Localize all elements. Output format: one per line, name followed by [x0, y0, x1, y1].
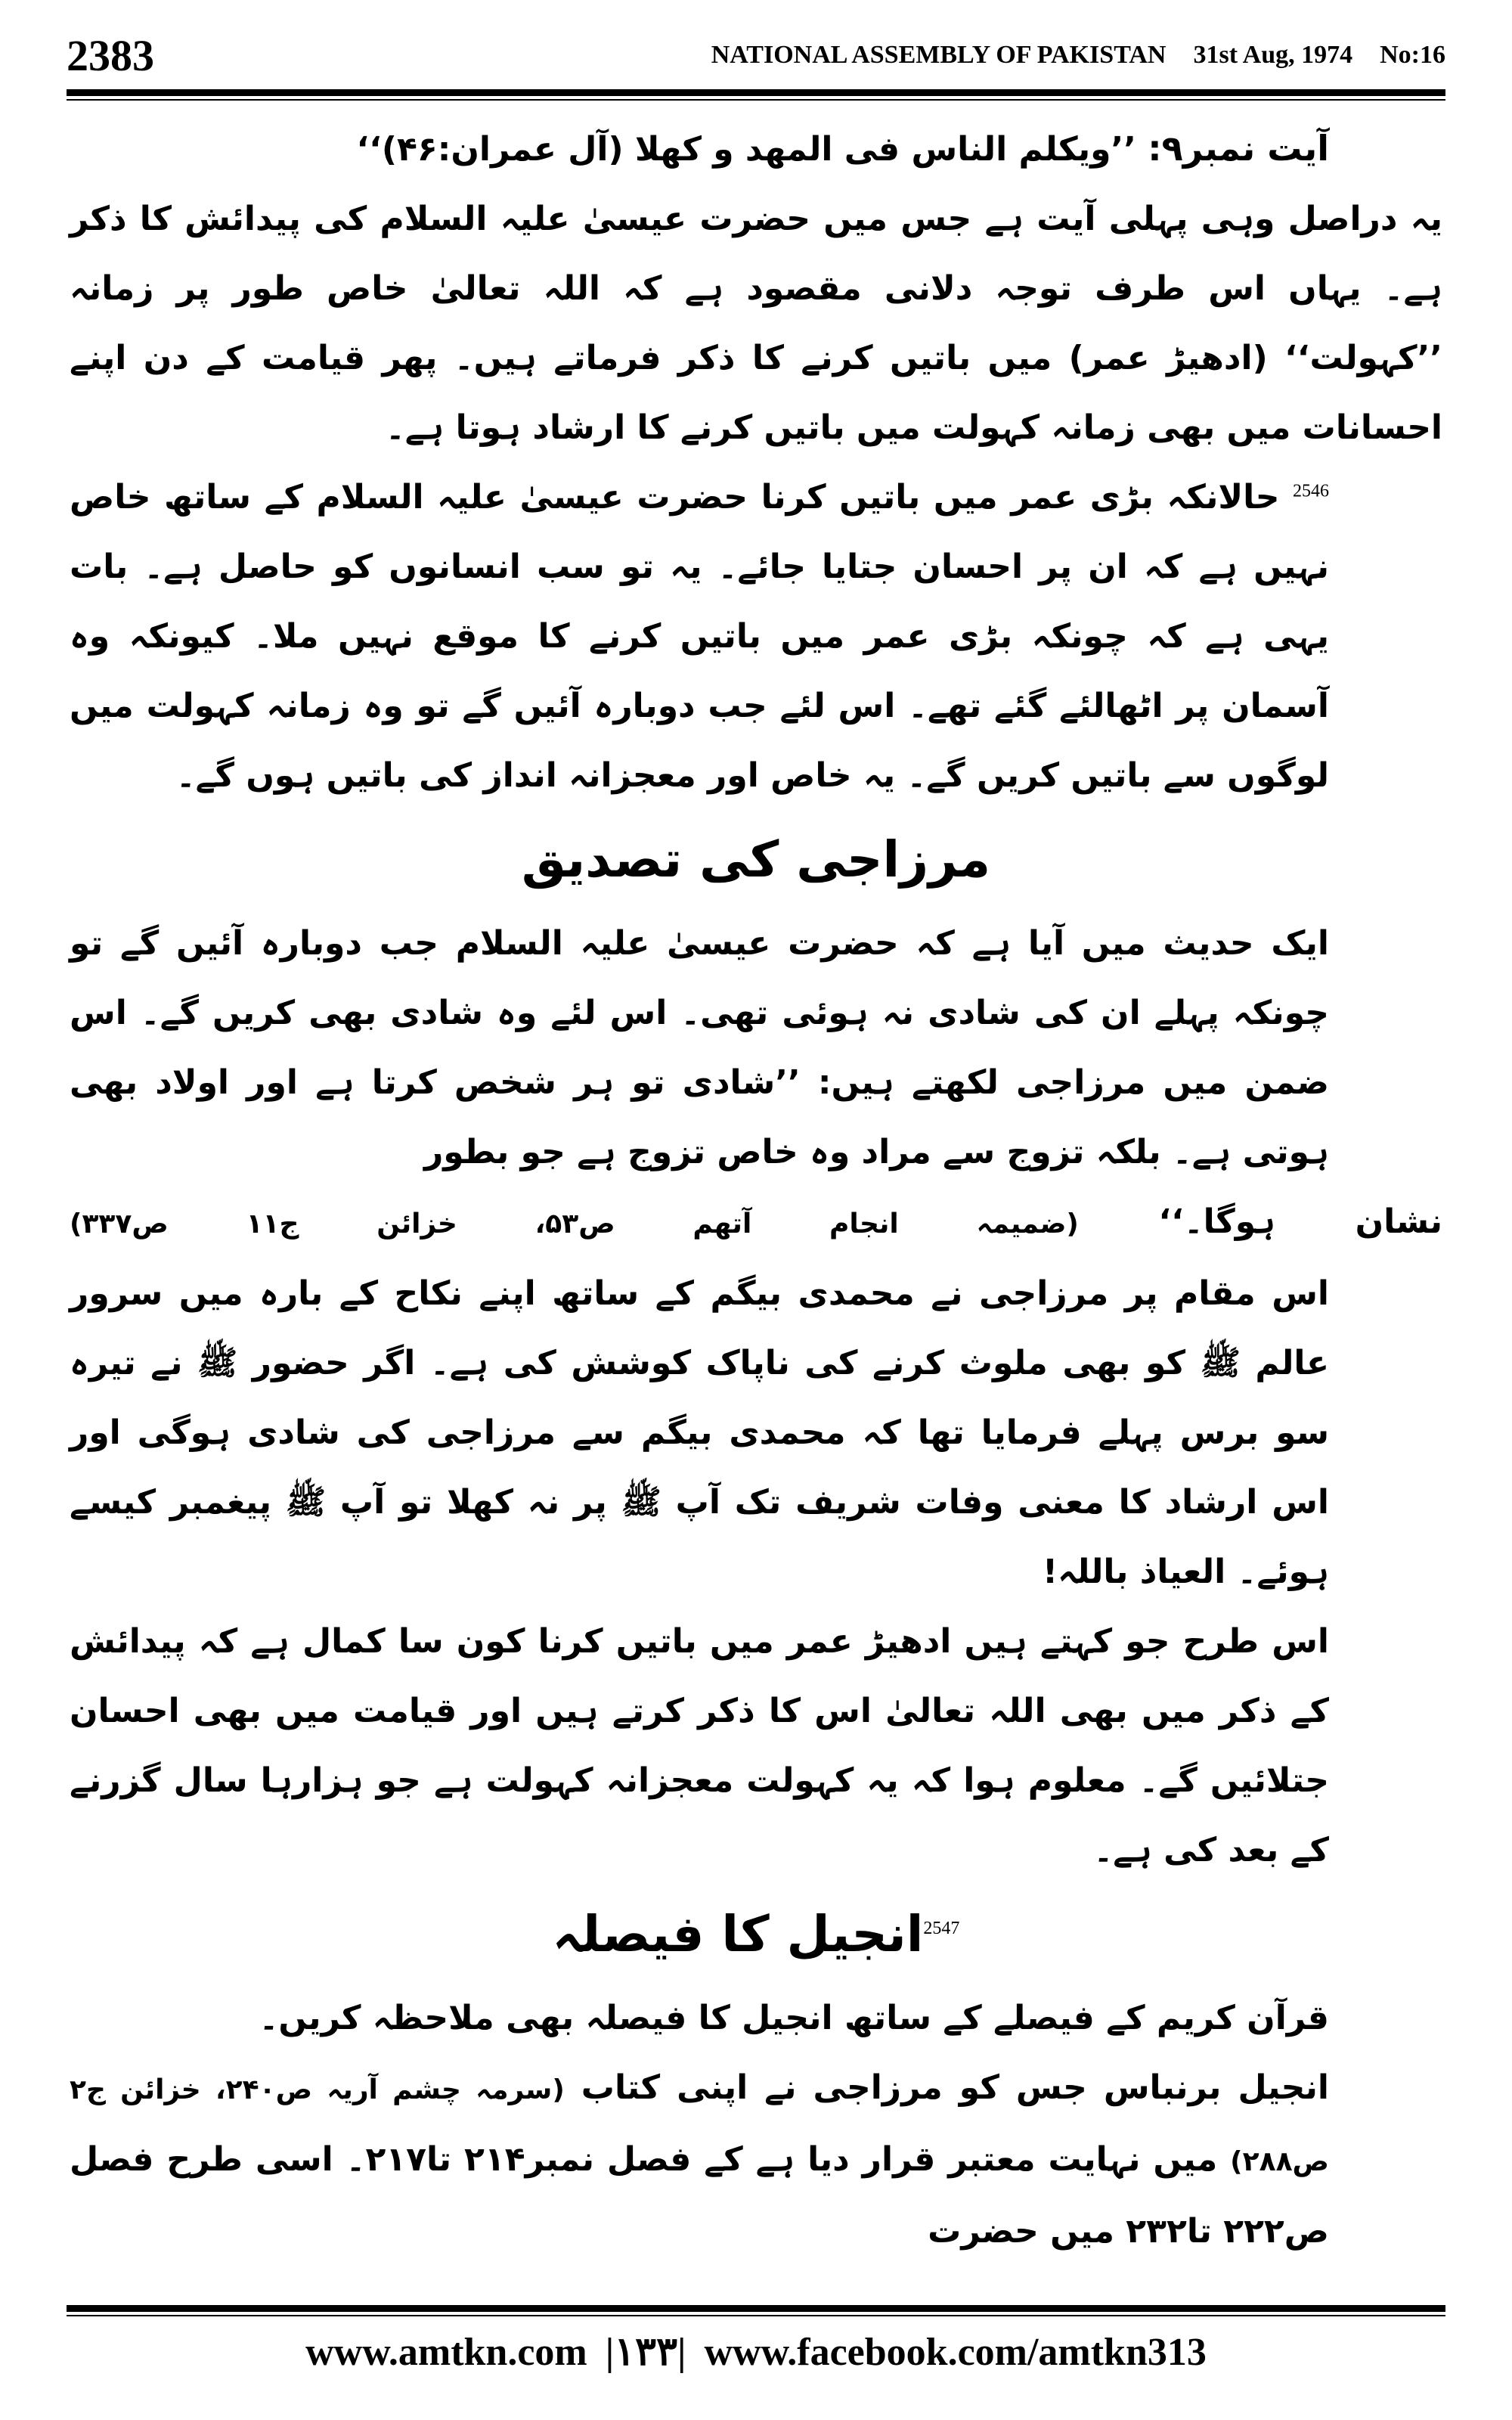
issue-number: No:16 — [1380, 41, 1445, 69]
paragraph-7-end: میں نہایت معتبر قرار دیا ہے کے فصل نمبر۲۱۴ تا۲۱۷۔ اسی طرح فصل ص۲۲۲ تا۲۳۲ میں حضرت — [70, 2140, 1329, 2251]
paragraph-7-start: انجیل برنباس جس کو مرزاجی نے اپنی کتاب — [581, 2068, 1329, 2107]
reference-2: (سرمہ چشم آریہ ص۲۴۰، خزائن ج۲ ص۲۸۸) — [70, 2074, 1329, 2177]
verse-text: ’’ویکلم الناس فی المھد و کھلا (آل عمران:۴۶)‘‘ — [356, 130, 1136, 169]
footer-page-number: |۱۳۳| — [605, 2331, 686, 2374]
section-heading-tasdiq: مرزاجی کی تصدیق — [521, 830, 991, 889]
session-date: 31st Aug, 1974 — [1193, 41, 1353, 69]
paragraph-1: یہ دراصل وہی پہلی آیت ہے جس میں حضرت عیسیٰ علیہ السلام کی پیدائش کا ذکر ہے۔ یہاں اس طرف توجہ دلانی مقصود ہے کہ اللہ تعالیٰ خاص طور پر زمانہ ’’کہولت‘‘ (ادھیڑ عمر) میں باتیں کرنے کا ذکر فرماتے ہیں۔ پھر قیامت کے دن اپنے احسانات میں بھی زمانہ کہولت میں باتیں کرنے کا ارشاد ہوتا ہے۔ — [70, 200, 1442, 447]
paragraph-4: اس مقام پر مرزاجی نے محمدی بیگم کے ساتھ اپنے نکاح کے بارہ میں سرور عالم ﷺ کو بھی ملوث کرنے کی ناپاک کوشش کی ہے۔ اگر حضور ﷺ نے تیرہ سو برس پہلے فرمایا تھا کہ محمدی بیگم سے مرزاجی کی شادی ہوگی اور اس ارشاد کا معنی وفات شریف تک آپ ﷺ پر نہ کھلا تو آپ ﷺ پیغمبر کیسے ہوئے۔ العیاذ باللہ! — [70, 1274, 1329, 1591]
paragraph-6: قرآن کریم کے فیصلے کے ساتھ انجیل کا فیصلہ بھی ملاحظہ کریں۔ — [259, 1999, 1329, 2037]
paragraph-2-wrap — [70, 463, 1442, 811]
footnote-marker-2546: 2546 — [1293, 481, 1329, 501]
assembly-title: NATIONAL ASSEMBLY OF PAKISTAN — [711, 41, 1167, 69]
paragraph-5: اس طرح جو کہتے ہیں ادھیڑ عمر میں باتیں کرنا کون سا کمال ہے کہ پیدائش کے ذکر میں بھی اللہ تعالیٰ اس کا ذکر کرتے ہیں اور قیامت میں بھی احسان جتلائیں گے۔ معلوم ہوا کہ یہ کہولت معجزانہ کہولت ہے جو ہزارہا سال گزرنے کے بعد کی ہے۔ — [70, 1622, 1329, 1869]
heading-injeel-text: انجیل کا فیصلہ — [552, 1905, 924, 1963]
website-link[interactable]: www.amtkn.com — [305, 2331, 587, 2374]
verse-line — [70, 113, 1442, 185]
reference-1: (ضمیمہ انجام آتھم ص۵۳، خزائن ج۱۱ ص۳۳۷) — [70, 1208, 1079, 1239]
quote-end-line — [70, 1187, 1442, 1259]
facebook-link[interactable]: www.facebook.com/amtkn313 — [704, 2331, 1207, 2374]
paragraph-3-end: نشان ہوگا۔‘‘ — [1158, 1202, 1442, 1241]
section-heading-injeel — [70, 1885, 1442, 1984]
page-body — [70, 113, 1442, 2284]
page-number: 2383 — [67, 31, 154, 80]
paragraph-7 — [70, 2053, 1442, 2266]
paragraph-2: حالانکہ بڑی عمر میں باتیں کرنا حضرت عیسیٰ علیہ السلام کے ساتھ خاص نہیں ہے کہ ان پر احسان جتایا جائے۔ یہ تو سب انسانوں کو حاصل ہے۔ بات یہی ہے کہ چونکہ بڑی عمر میں باتیں کرنے کا موقع نہیں ملا۔ کیونکہ وہ آسمان پر اٹھالئے گئے تھے۔ اس لئے جب دوبارہ آئیں گے تو وہ زمانہ کہولت میں لوگوں سے باتیں کریں گے۔ یہ خاص اور معجزانہ انداز کی باتیں ہوں گے۔ — [70, 478, 1329, 795]
footer-rule — [67, 2305, 1445, 2316]
header-title-block — [684, 41, 1445, 70]
verse-label: آیت نمبر۹: — [1148, 128, 1329, 169]
page-footer — [67, 2329, 1445, 2390]
page-header — [67, 30, 1445, 83]
header-rule — [67, 89, 1445, 101]
footnote-marker-2547: 2547 — [923, 1919, 960, 1938]
paragraph-3: ایک حدیث میں آیا ہے کہ حضرت عیسیٰ علیہ السلام جب دوبارہ آئیں گے تو چونکہ پہلے ان کی شادی نہ ہوئی تھی۔ اس لئے وہ شادی بھی کریں گے۔ اس ضمن میں مرزاجی لکھتے ہیں: ’’شادی تو ہر شخص کرتا ہے اور اولاد بھی ہوتی ہے۔ بلکہ تزوج سے مراد وہ خاص تزوج ہے جو بطور — [70, 924, 1329, 1171]
